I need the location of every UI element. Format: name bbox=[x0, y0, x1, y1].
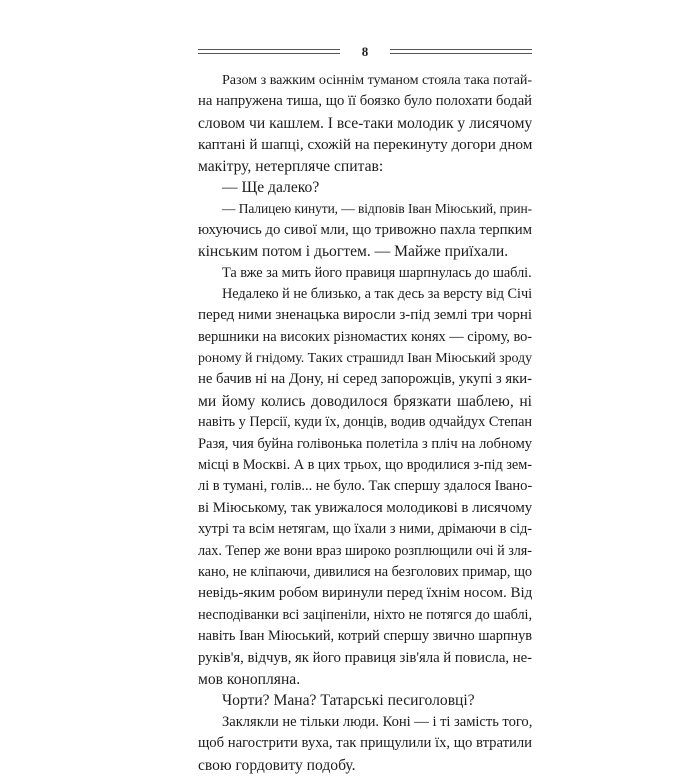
text-line: ми йому колись доводилося брязкати шаблею, ні bbox=[198, 392, 532, 410]
text-line: Недалеко й не близько, а так десь за версту від Січі bbox=[222, 285, 532, 302]
text-line: місці в Москві. А в цих трьох, що вродилися з-під зем- bbox=[198, 457, 532, 474]
text-line: Разя, чия буйна голівонька полетіла з пліч на лобному bbox=[198, 435, 532, 452]
text-line: — Ще далеко? bbox=[222, 178, 320, 196]
text-line: Заклякли не тільки люди. Коні — і ті замість того, bbox=[222, 713, 532, 730]
text-line: хутрі та всім нетягам, що їхали з ними, дрімаючи в сід- bbox=[198, 521, 532, 538]
text-line: макітру, нетерпляче спитав: bbox=[198, 157, 384, 175]
text-line: невідь-яким робом виринули перед їхнім носом. Від bbox=[198, 585, 532, 602]
text-line: каптані й шапці, схожій на перекинуту догори дном bbox=[198, 136, 532, 154]
text-line: роному й гнідому. Таких страшидл Іван Міюський зроду bbox=[198, 351, 532, 367]
text-line: вершники на високих різномастих конях — сірому, во- bbox=[198, 328, 532, 345]
text-line: руків'я, відчув, як його правиця зів'яла й повисла, не- bbox=[198, 649, 532, 666]
text-line: юхуючись до сивої мли, що тривожно пахла терпким bbox=[198, 221, 532, 238]
text-line: навіть у Персії, куди їх, донців, водив одчайдух Степан bbox=[198, 414, 532, 431]
header-rule-right bbox=[390, 49, 532, 54]
text-line: Разом з важким осіннім туманом стояла така потай- bbox=[222, 72, 532, 88]
text-line: Та вже за мить його правиця шарпнулась до шаблі. bbox=[222, 264, 532, 281]
text-line: на напружена тиша, що її боязко було полохати бодай bbox=[198, 93, 532, 110]
page-number: 8 bbox=[361, 44, 369, 59]
text-line: перед ними зненацька виросли з-під землі три чорні bbox=[198, 307, 532, 324]
text-line: несподіванки всі заціпеніли, ніхто не потягся до шаблі, bbox=[198, 606, 532, 623]
text-line: щоб нагострити вуха, так прищулили їх, що втратили bbox=[198, 735, 532, 752]
body-text bbox=[198, 70, 532, 776]
text-line: кінським потом і дьогтем. — Майже приїхали. bbox=[198, 243, 509, 261]
page-header bbox=[198, 44, 532, 62]
text-line: — Палицею кинути, — відповів Іван Міюський, прин- bbox=[222, 201, 532, 217]
text-line: свою гордовиту подобу. bbox=[198, 756, 356, 774]
text-line: ві Міюському, так увижалося молодикові в лисячому bbox=[198, 499, 532, 516]
text-line: словом чи кашлем. І все-таки молодик у лисячому bbox=[198, 114, 532, 132]
text-line: лах. Тепер же вони враз широко розплющили очі й зля- bbox=[198, 542, 532, 559]
text-line: навіть Іван Міюський, котрий спершу звично шарпнув bbox=[198, 628, 532, 645]
text-line: лі в тумані, голів... не було. Так спершу здалося Івано- bbox=[198, 478, 532, 495]
text-line: мов конопляна. bbox=[198, 670, 301, 688]
text-line: кано, не кліпаючи, дивилися на безголових примар, що bbox=[198, 563, 532, 580]
text-line: не бачив ні на Дону, ні серед запорожців, укупі з яки- bbox=[198, 371, 532, 388]
text-line: Чорти? Мана? Татарські песиголовці? bbox=[222, 692, 475, 710]
